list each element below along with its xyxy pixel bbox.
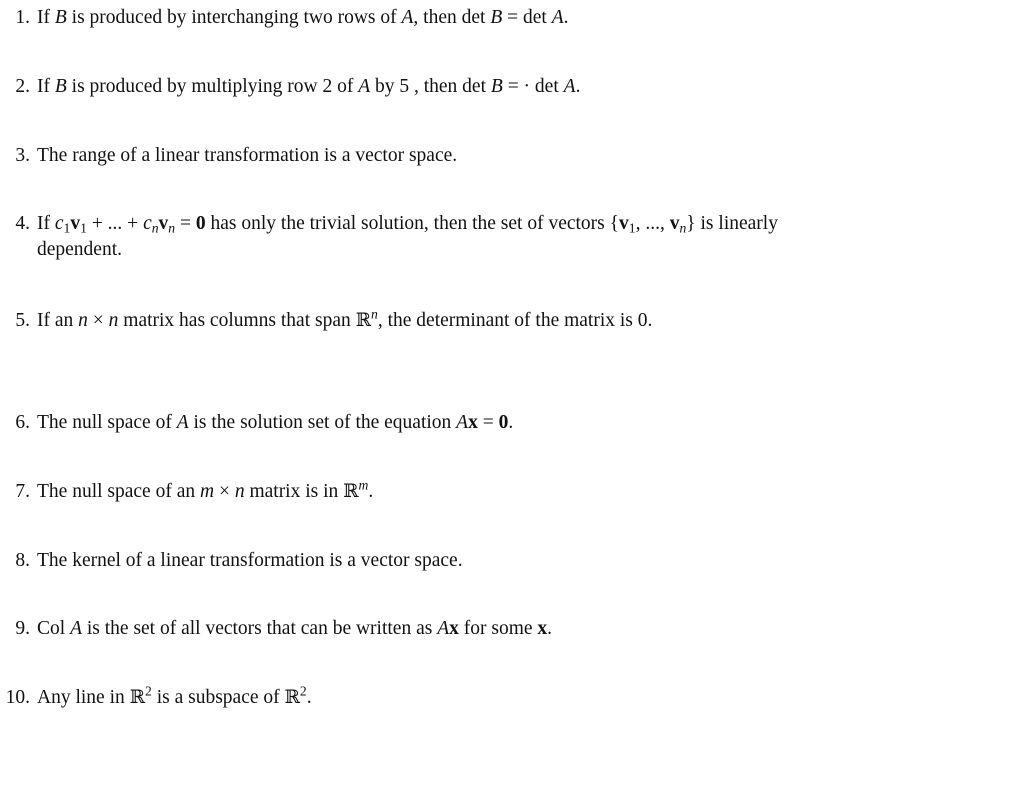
statement-text: The null space of an m × n matrix is in ℝ$^m$.	[37, 477, 374, 502]
statement-number: 1.	[15, 7, 30, 28]
real-numbers-symbol: ℝ	[343, 481, 359, 502]
statement-text: If B is produced by multiplying row 2 of A by 5 , then det B = · det A.	[37, 76, 581, 97]
statement-text: Col A is the set of all vectors that can be written as Ax for some x.	[37, 618, 553, 639]
statement-number: 10.	[5, 687, 30, 708]
statement-text: Any line in ℝ$^2$ is a subspace of ℝ$^2$.	[37, 683, 312, 708]
statement-number: 5.	[15, 310, 30, 331]
statement-text: If an n × n matrix has columns that span ℝ$^n$, the determinant of the matrix is 0.	[37, 306, 653, 331]
statement-number: 6.	[15, 412, 30, 433]
statement-number: 3.	[15, 145, 30, 166]
statement-number: 7.	[15, 481, 30, 502]
statement-number: 4.	[15, 213, 30, 234]
real-numbers-symbol: ℝ	[129, 687, 146, 708]
statement-number: 8.	[15, 550, 30, 571]
real-numbers-symbol: ℝ	[355, 310, 372, 331]
statement-text: If $c_1v_1$ + ... + $c_nv_n = 0$ has only the trivial solution, then the set of vectors {$v_1$, ..., $v_n$} is linearly dependent.	[37, 213, 778, 260]
statement-number: 2.	[15, 76, 30, 97]
statement-number: 9.	[15, 618, 30, 639]
statement-text: The range of a linear transformation is a vector space.	[37, 145, 458, 166]
statement-text: If B is produced by interchanging two rows of A, then det B = det A.	[37, 7, 569, 28]
real-numbers-symbol: ℝ	[284, 687, 300, 708]
statement-text: The kernel of a linear transformation is a vector space.	[37, 550, 463, 571]
statement-text: The null space of A is the solution set of the equation Ax = 0.	[37, 412, 514, 433]
